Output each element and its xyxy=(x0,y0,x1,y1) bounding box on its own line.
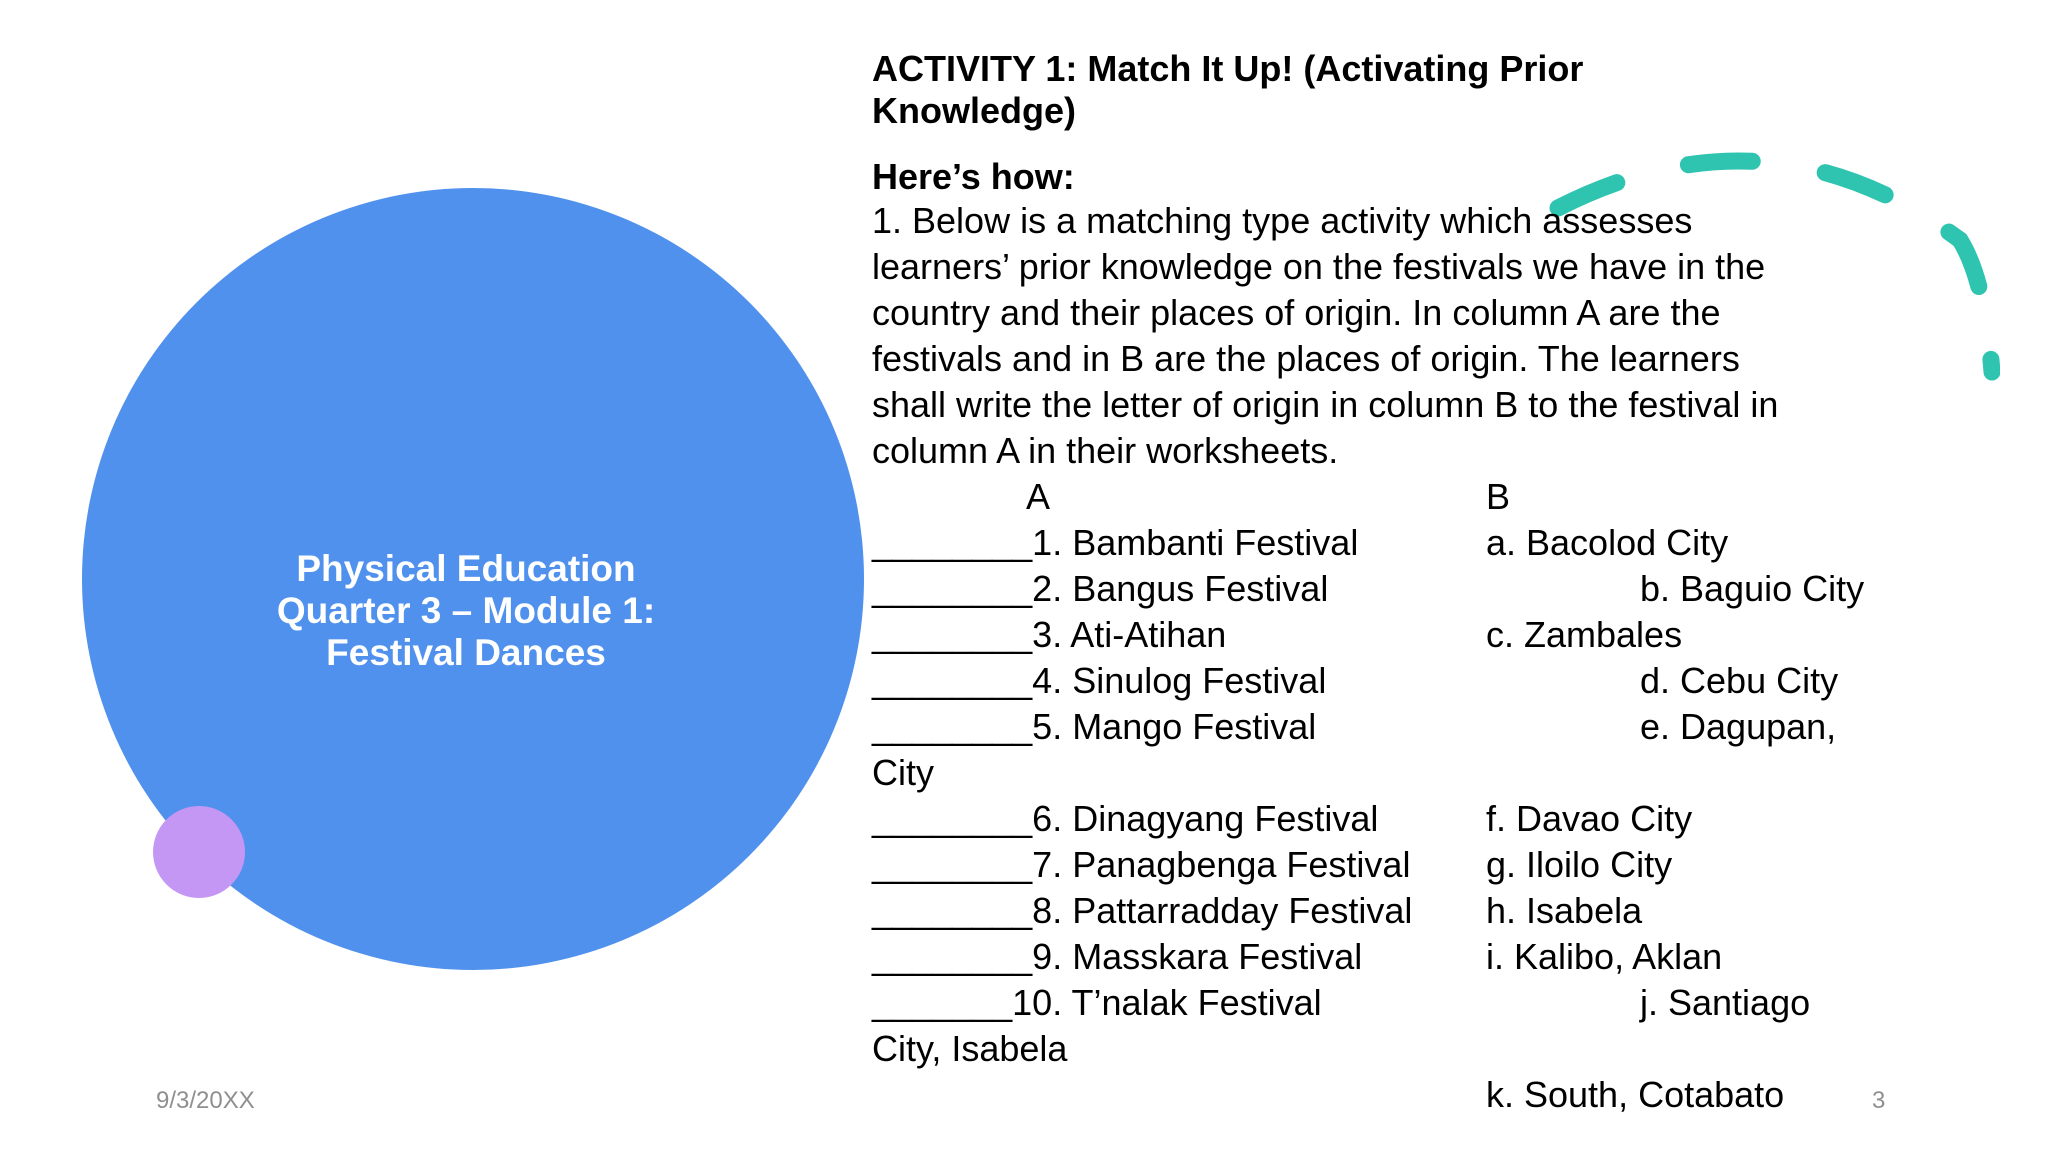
activity-content xyxy=(872,48,1992,1118)
activity-title xyxy=(872,48,1992,132)
origin-item: b. Baguio City xyxy=(1640,568,1865,609)
match-row xyxy=(872,520,1992,566)
heres-how-heading: Here’s how: xyxy=(872,156,1075,197)
festival-item: City, Isabela xyxy=(872,1028,1068,1069)
festival-item: City xyxy=(872,752,934,793)
instruction-line: 1. Below is a matching type activity which assesses xyxy=(872,200,1693,241)
origin-item: d. Cebu City xyxy=(1640,660,1839,701)
match-row xyxy=(872,796,1992,842)
slide-title-line: Festival Dances xyxy=(326,632,606,673)
festival-item: ________8. Pattarradday Festival xyxy=(872,890,1413,931)
festival-item: ________9. Masskara Festival xyxy=(872,936,1363,977)
decorative-purple-circle xyxy=(153,806,245,898)
instruction-line: country and their places of origin. In column A are the xyxy=(872,292,1721,333)
match-row xyxy=(872,704,1992,750)
festival-item: ________5. Mango Festival xyxy=(872,706,1317,747)
festival-item: ________3. Ati-Atihan xyxy=(872,614,1227,655)
origin-item: e. Dagupan, xyxy=(1640,706,1837,747)
match-row xyxy=(872,1026,1992,1072)
origin-item: h. Isabela xyxy=(1486,890,1643,931)
match-row xyxy=(872,888,1992,934)
column-b-header: B xyxy=(1486,476,1511,517)
footer-date: 9/3/20XX xyxy=(156,1087,255,1114)
match-row xyxy=(872,934,1992,980)
instruction-line: column A in their worksheets. xyxy=(872,430,1339,471)
origin-item: k. South, Cotabato xyxy=(1486,1074,1785,1115)
match-row xyxy=(872,658,1992,704)
festival-item: ________6. Dinagyang Festival xyxy=(872,798,1379,839)
instructions-text xyxy=(872,198,1992,474)
slide-title-line: Physical Education xyxy=(296,548,636,589)
origin-item: c. Zambales xyxy=(1486,614,1683,655)
origin-item: a. Bacolod City xyxy=(1486,522,1729,563)
match-row xyxy=(872,1072,1992,1118)
activity-title-line: ACTIVITY 1: Match It Up! (Activating Prior xyxy=(872,48,1584,89)
festival-item: ________2. Bangus Festival xyxy=(872,568,1329,609)
festival-item: _______10. T’nalak Festival xyxy=(872,982,1322,1023)
match-row xyxy=(872,566,1992,612)
instruction-line: learners’ prior knowledge on the festivals we have in the xyxy=(872,246,1766,287)
slide-number: 3 xyxy=(1872,1087,1886,1114)
column-a-header: A xyxy=(1026,476,1051,517)
slide-title-line: Quarter 3 – Module 1: xyxy=(276,590,656,631)
origin-item: i. Kalibo, Aklan xyxy=(1486,936,1723,977)
origin-item: j. Santiago xyxy=(1640,982,1811,1023)
festival-item: ________1. Bambanti Festival xyxy=(872,522,1359,563)
match-row xyxy=(872,612,1992,658)
origin-item: f. Davao City xyxy=(1486,798,1693,839)
festival-item: ________4. Sinulog Festival xyxy=(872,660,1327,701)
slide-title xyxy=(200,548,732,674)
match-row xyxy=(872,980,1992,1026)
instruction-line: shall write the letter of origin in column B to the festival in xyxy=(872,384,1779,425)
column-headers xyxy=(872,474,1992,520)
match-row xyxy=(872,750,1992,796)
festival-item: ________7. Panagbenga Festival xyxy=(872,844,1411,885)
origin-item: g. Iloilo City xyxy=(1486,844,1673,885)
activity-title-line: Knowledge) xyxy=(872,90,1076,131)
instruction-line: festivals and in B are the places of origin. The learners xyxy=(872,338,1740,379)
match-row xyxy=(872,842,1992,888)
